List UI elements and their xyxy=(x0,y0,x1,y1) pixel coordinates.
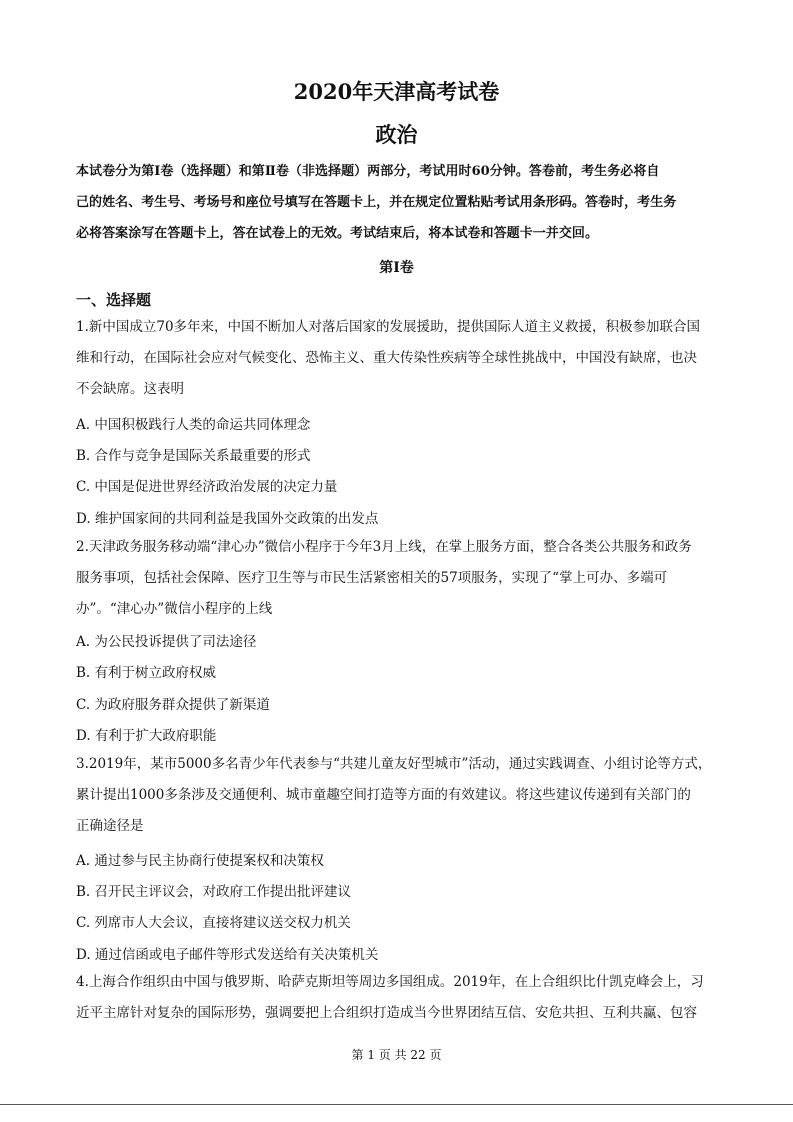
question-line: 累计提出1000多条涉及交通便利、城市童趣空间打造等方面的有效建议。将这些建议传递到有关部门的 xyxy=(76,787,691,803)
question-3-option-b: B. 召开民主评议会，对政府工作提出批评建议 xyxy=(76,884,352,900)
volume-heading: 第Ⅰ卷 xyxy=(379,260,414,276)
question-1-option-c: C. 中国是促进世界经济政治发展的决定力量 xyxy=(76,479,338,495)
question-line: 服务事项，包括社会保障、医疗卫生等与市民生活紧密相关的57项服务，实现了“掌上可办、多端可 xyxy=(76,570,668,586)
question-2-option-b: B. 有利于树立政府权威 xyxy=(76,665,217,681)
question-line: 不会缺席。这表明 xyxy=(76,381,184,397)
question-line: 近平主席针对复杂的国际形势，强调要把上合组织打造成当今世界团结互信、安危共担、互利共赢、包容 xyxy=(76,1005,697,1021)
question-2-option-a: A. 为公民投诉提供了司法途径 xyxy=(76,634,257,650)
question-line: 正确途径是 xyxy=(76,818,144,834)
question-2-option-c: C. 为政府服务群众提供了新渠道 xyxy=(76,697,270,713)
question-1-option-a: A. 中国积极践行人类的命运共同体理念 xyxy=(76,417,311,433)
question-4-stem xyxy=(76,967,704,1029)
section-heading: 一、选择题 xyxy=(76,291,152,309)
question-line: 2.天津政务服务移动端“津心办”微信小程序于今年3月上线，在掌上服务方面，整合各类公共服务和政务 xyxy=(76,539,692,555)
question-line: 4.上海合作组织由中国与俄罗斯、哈萨克斯坦等周边多国组成。2019年，在上合组织比什凯克峰会上，习 xyxy=(76,974,704,990)
question-3-option-a: A. 通过参与民主协商行使提案权和决策权 xyxy=(76,853,324,869)
question-1-option-d: D. 维护国家间的共同利益是我国外交政策的出发点 xyxy=(76,511,379,527)
question-line: 3.2019年，某市5000多名青少年代表参与“共建儿童友好型城市”活动，通过实践调查、小组讨论等方式， xyxy=(76,756,712,772)
question-2-stem xyxy=(76,532,692,625)
bottom-divider xyxy=(0,1104,793,1105)
exam-instructions xyxy=(76,156,718,249)
instruction-line: 本试卷分为第Ⅰ卷（选择题）和第Ⅱ卷（非选择题）两部分，考试用时60分钟。答卷前，考生务必将自 xyxy=(76,164,660,179)
question-3-stem xyxy=(76,749,711,842)
question-1-option-b: B. 合作与竞争是国际关系最重要的形式 xyxy=(76,448,311,464)
question-2-option-d: D. 有利于扩大政府职能 xyxy=(76,728,217,744)
question-line: 1.新中国成立70多年来，中国不断加人对落后国家的发展援助，提供国际人道主义救援，积极参加联合国 xyxy=(76,319,701,335)
question-line: 维和行动，在国际社会应对气候变化、恐怖主义、重大传染性疾病等全球性挑战中，中国没有缺席，也决 xyxy=(76,350,697,366)
question-1-stem xyxy=(76,312,700,405)
instruction-line: 己的姓名、考生号、考场号和座位号填写在答题卡上，并在规定位置粘贴考试用条形码。答卷时，考生务 xyxy=(76,195,677,210)
exam-title: 2020年天津高考试卷 xyxy=(293,79,500,104)
question-3-option-c: C. 列席市人大会议，直接将建议送交权力机关 xyxy=(76,915,351,931)
question-line: 办”。“津心办”微信小程序的上线 xyxy=(76,601,273,617)
page-footer: 第 1 页 共 22 页 xyxy=(351,1048,442,1062)
instruction-line: 必将答案涂写在答题卡上，答在试卷上的无效。考试结束后，将本试卷和答题卡一并交回。 xyxy=(76,226,599,241)
question-3-option-d: D. 通过信函或电子邮件等形式发送给有关决策机关 xyxy=(76,947,379,963)
subject-title: 政治 xyxy=(375,122,418,147)
